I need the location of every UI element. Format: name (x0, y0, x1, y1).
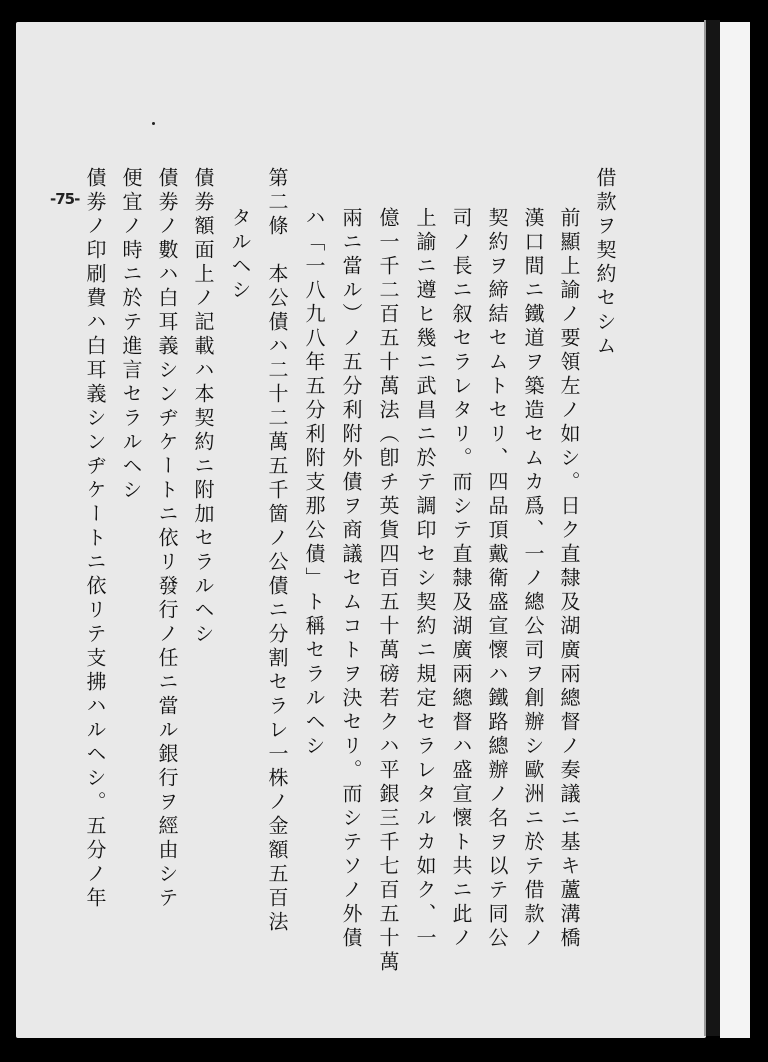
text-column-15: 債劵ノ印刷費ハ白耳義シンヂケートニ依リテ支拂ハルヘシ。五分ノ年 (83, 167, 107, 911)
text-column-11: タルヘシ (228, 207, 252, 303)
speck (152, 122, 155, 125)
next-page-edge (720, 22, 750, 1038)
text-column-7: 億一千二百五十萬法（卽チ英貨四百五十萬磅若クハ平銀三千七百五十萬 (376, 207, 400, 975)
text-column-14: 便宜ノ時ニ於テ進言セラルヘシ (119, 167, 143, 503)
book-spine (704, 20, 720, 1036)
text-column-2: 前顯上諭ノ要領左ノ如シ。日ク直隸及湖廣兩總督ノ奏議ニ基キ蘆溝橋 (557, 207, 581, 951)
page-number-note: -75- (50, 190, 80, 208)
text-column-3: 漢口間ニ鐵道ヲ築造セムカ爲、一ノ總公司ヲ創辦シ歐洲ニ於テ借款ノ (521, 207, 545, 951)
text-column-13: 債劵ノ數ハ白耳義シンヂケートニ依リ發行ノ任ニ當ル銀行ヲ經由シテ (155, 167, 179, 911)
text-column-12: 債劵額面上ノ記載ハ本契約ニ附加セラルヘシ (191, 167, 215, 647)
text-column-10: 第二條 本公債ハ二十二萬五千箇ノ公債ニ分割セラレ一株ノ金額五百法 (265, 167, 289, 935)
text-column-8: 兩ニ當ル）ノ五分利附外債ヲ商議セムコトヲ決セリ。而シテソノ外債 (339, 207, 363, 951)
text-column-9: ハ「一八九八年五分利附支那公債」ト稱セラルヘシ (302, 207, 326, 759)
document-page (16, 22, 706, 1038)
text-column-6: 上諭ニ遵ヒ幾ニ武昌ニ於テ調印セシ契約ニ規定セラレタルカ如ク、一 (413, 207, 437, 951)
text-column-5: 司ノ長ニ叙セラレタリ。而シテ直隸及湖廣兩總督ハ盛宣懷ト共ニ此ノ (449, 207, 473, 951)
text-column-1: 借款ヲ契約セシム (593, 167, 617, 359)
text-column-4: 契約ヲ締結セムトセリ、四品頂戴衛盛宣懷ハ鐵路總辦ノ名ヲ以テ同公 (485, 207, 509, 951)
